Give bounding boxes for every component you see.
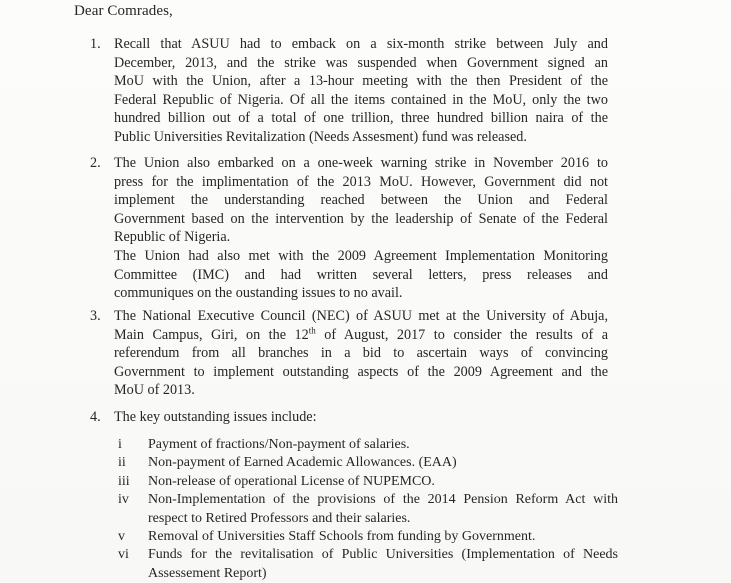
list-item-numeral: vi bbox=[118, 547, 129, 563]
paragraph-1 bbox=[90, 35, 608, 147]
paragraph-line bbox=[90, 307, 608, 326]
list-item-numeral: i bbox=[118, 437, 122, 452]
paragraph-number: 3. bbox=[90, 308, 101, 324]
list-item bbox=[118, 491, 618, 528]
paragraph-line: communiques on the oustanding issues to no avail. bbox=[114, 285, 403, 302]
paragraph-text: Main Campus, Giri, on the 12 bbox=[114, 326, 309, 343]
paragraph-4 bbox=[90, 408, 608, 427]
paragraph-text: The National Executive Council (NEC) of ASUU met at the University of Abuja, bbox=[114, 308, 608, 324]
paragraph-line: MoU with the Union, after a 13-hour meeting with the then President of the bbox=[114, 73, 608, 90]
list-item-numeral: v bbox=[118, 529, 125, 545]
paragraph-line: Public Universities Revitalization (Needs Assesment) fund was released. bbox=[114, 128, 527, 145]
list-item-text: Non-release of operational License of NUPEMCO. bbox=[148, 473, 435, 489]
paragraph-line: Republic of Nigeria. bbox=[114, 229, 231, 246]
ordinal-superscript: th bbox=[308, 324, 316, 335]
paragraph-line: December, 2013, and the strike was suspended when Government signed an bbox=[114, 54, 608, 71]
list-item-line: Non-Implementation of the provisions of the 2014 Pension Reform Act with bbox=[148, 492, 618, 508]
paragraph-line bbox=[90, 154, 608, 173]
list-item bbox=[118, 454, 618, 472]
paragraph-line: implement the understanding reached between the Union and Federal bbox=[114, 192, 608, 209]
list-item bbox=[118, 436, 618, 454]
list-item-line: Assessement Report) bbox=[148, 565, 267, 581]
list-item-text: Removal of Universities Staff Schools from funding by Government. bbox=[148, 529, 536, 545]
paragraph-line: Government based on the intervention by the leadership of Senate of the Federal bbox=[114, 210, 608, 227]
paragraph-text: The Union also embarked on a one-week warning strike in November 2016 to bbox=[114, 155, 608, 171]
list-item-line: respect to Retired Professors and their salaries. bbox=[148, 510, 411, 526]
paragraph-line: Government to implement outstanding aspects of the 2009 Agreement and the bbox=[114, 363, 608, 380]
paragraph-line: MoU of 2013. bbox=[114, 382, 195, 399]
list-item-text bbox=[148, 491, 618, 528]
list-item-numeral: iv bbox=[118, 492, 129, 508]
list-item-text bbox=[148, 546, 618, 583]
paragraph-number: 2. bbox=[90, 155, 101, 171]
paragraph-line: press for the implimentation of the 2013 MoU. However, Government did not bbox=[114, 173, 608, 190]
paragraph-line bbox=[90, 326, 608, 345]
paragraph-line: hundred billion out of a total of one trillion, three hundred billion naira of the bbox=[114, 110, 608, 127]
outstanding-issues-list bbox=[118, 436, 618, 583]
list-item-text: Non-payment of Earned Academic Allowances. (EAA) bbox=[148, 455, 457, 471]
paragraph-text: The key outstanding issues include: bbox=[114, 409, 317, 425]
list-item-numeral: iii bbox=[118, 473, 130, 489]
paragraph-line: referendum from all branches in a bid to ascertain ways of convincing bbox=[114, 345, 608, 362]
paragraph-line: Federal Republic of Nigeria. Of all the items contained in the MoU, only the two bbox=[114, 91, 608, 108]
list-item-line: Funds for the revitalisation of Public Universities (Implementation of Needs bbox=[148, 547, 618, 563]
list-item bbox=[118, 546, 618, 583]
paragraph-text: Recall that ASUU had to emback on a six-month strike between July and bbox=[114, 36, 608, 52]
paragraph-line bbox=[90, 35, 608, 54]
paragraph-3 bbox=[90, 307, 608, 400]
paragraph-text: of August, 2017 to consider the results of a bbox=[315, 326, 608, 343]
paragraph-2 bbox=[90, 154, 608, 303]
paragraph-number: 4. bbox=[90, 409, 101, 425]
list-item bbox=[118, 528, 618, 546]
list-item bbox=[118, 473, 618, 491]
paragraph-line: Committee (IMC) and had written several letters, press releases and bbox=[114, 266, 608, 283]
list-item-text: Payment of fractions/Non-payment of salaries. bbox=[148, 437, 410, 452]
paragraph-line bbox=[90, 408, 608, 427]
paragraph-line: The Union had also met with the 2009 Agreement Implementation Monitoring bbox=[114, 247, 608, 264]
salutation: Dear Comrades, bbox=[74, 3, 173, 19]
list-item-numeral: ii bbox=[118, 455, 126, 471]
paragraph-number: 1. bbox=[90, 36, 101, 52]
